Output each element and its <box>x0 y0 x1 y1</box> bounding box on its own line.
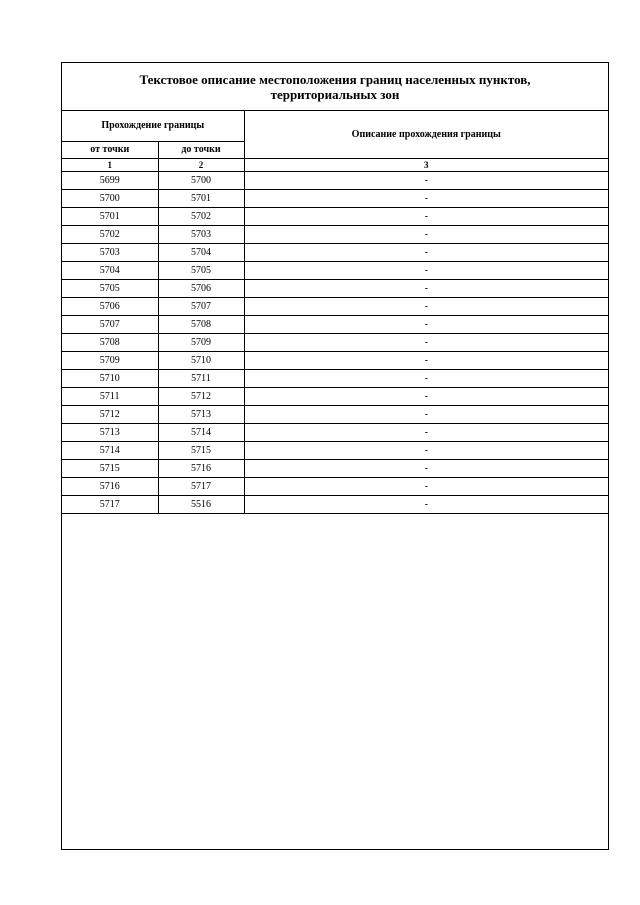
from-point-cell: 5705 <box>62 280 158 298</box>
document-frame <box>61 62 609 850</box>
from-point-cell: 5704 <box>62 262 158 280</box>
table-row <box>62 406 608 424</box>
table-row <box>62 190 608 208</box>
from-point-cell: 5707 <box>62 316 158 334</box>
table-row <box>62 334 608 352</box>
to-point-cell: 5704 <box>158 244 244 262</box>
description-cell: - <box>244 406 608 424</box>
table-row <box>62 172 608 190</box>
to-point-cell: 5700 <box>158 172 244 190</box>
table-body <box>62 172 608 514</box>
to-point-cell: 5716 <box>158 460 244 478</box>
description-cell: - <box>244 442 608 460</box>
description-cell: - <box>244 388 608 406</box>
from-point-cell: 5717 <box>62 496 158 514</box>
header-col-number-1: 1 <box>62 159 158 172</box>
to-point-cell: 5710 <box>158 352 244 370</box>
from-point-cell: 5703 <box>62 244 158 262</box>
from-point-cell: 5700 <box>62 190 158 208</box>
table-row <box>62 442 608 460</box>
table-row <box>62 460 608 478</box>
description-cell: - <box>244 496 608 514</box>
table-row <box>62 352 608 370</box>
table-row <box>62 496 608 514</box>
header-from-point: от точки <box>62 142 158 159</box>
to-point-cell: 5701 <box>158 190 244 208</box>
description-cell: - <box>244 208 608 226</box>
table-row <box>62 370 608 388</box>
to-point-cell: 5717 <box>158 478 244 496</box>
to-point-cell: 5714 <box>158 424 244 442</box>
description-cell: - <box>244 460 608 478</box>
to-point-cell: 5712 <box>158 388 244 406</box>
description-cell: - <box>244 478 608 496</box>
boundary-table <box>62 111 608 514</box>
from-point-cell: 5699 <box>62 172 158 190</box>
header-col-number-3: 3 <box>244 159 608 172</box>
to-point-cell: 5702 <box>158 208 244 226</box>
document-title-line-1: Текстовое описание местоположения границ населенных пунктов, <box>139 71 531 87</box>
from-point-cell: 5712 <box>62 406 158 424</box>
table-row <box>62 424 608 442</box>
description-cell: - <box>244 352 608 370</box>
to-point-cell: 5707 <box>158 298 244 316</box>
from-point-cell: 5714 <box>62 442 158 460</box>
to-point-cell: 5709 <box>158 334 244 352</box>
table-row <box>62 208 608 226</box>
table-row <box>62 280 608 298</box>
header-boundary-passage: Прохождение границы <box>62 111 244 142</box>
description-cell: - <box>244 280 608 298</box>
to-point-cell: 5706 <box>158 280 244 298</box>
from-point-cell: 5711 <box>62 388 158 406</box>
description-cell: - <box>244 244 608 262</box>
description-cell: - <box>244 316 608 334</box>
from-point-cell: 5715 <box>62 460 158 478</box>
from-point-cell: 5708 <box>62 334 158 352</box>
from-point-cell: 5713 <box>62 424 158 442</box>
table-row <box>62 316 608 334</box>
table-row <box>62 244 608 262</box>
document-title-line-2: территориальных зон <box>270 86 400 102</box>
description-cell: - <box>244 226 608 244</box>
to-point-cell: 5703 <box>158 226 244 244</box>
to-point-cell: 5715 <box>158 442 244 460</box>
title-box <box>62 63 608 111</box>
table-row <box>62 478 608 496</box>
to-point-cell: 5711 <box>158 370 244 388</box>
description-cell: - <box>244 334 608 352</box>
from-point-cell: 5716 <box>62 478 158 496</box>
header-to-point: до точки <box>158 142 244 159</box>
from-point-cell: 5710 <box>62 370 158 388</box>
header-description: Описание прохождения границы <box>244 111 608 159</box>
table-row <box>62 262 608 280</box>
to-point-cell: 5516 <box>158 496 244 514</box>
from-point-cell: 5702 <box>62 226 158 244</box>
description-cell: - <box>244 172 608 190</box>
description-cell: - <box>244 262 608 280</box>
description-cell: - <box>244 370 608 388</box>
to-point-cell: 5705 <box>158 262 244 280</box>
to-point-cell: 5708 <box>158 316 244 334</box>
table-row <box>62 388 608 406</box>
description-cell: - <box>244 190 608 208</box>
header-col-number-2: 2 <box>158 159 244 172</box>
to-point-cell: 5713 <box>158 406 244 424</box>
table-row <box>62 226 608 244</box>
description-cell: - <box>244 424 608 442</box>
from-point-cell: 5709 <box>62 352 158 370</box>
from-point-cell: 5706 <box>62 298 158 316</box>
table-row <box>62 298 608 316</box>
description-cell: - <box>244 298 608 316</box>
from-point-cell: 5701 <box>62 208 158 226</box>
